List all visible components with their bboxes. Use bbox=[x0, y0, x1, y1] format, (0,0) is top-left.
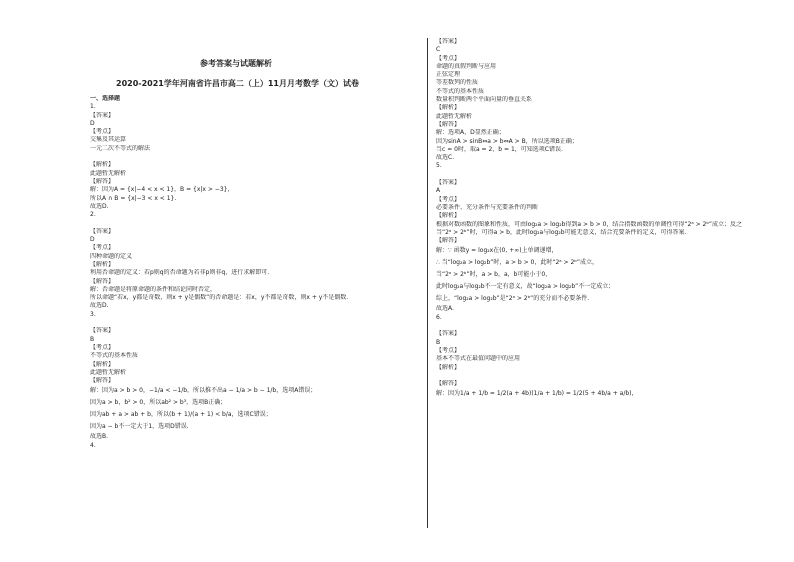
left-line: 不等式的基本性质 bbox=[90, 352, 139, 360]
right-line: 不等式的基本性质 bbox=[436, 87, 485, 95]
right-line: 当“2ᵃ > 2ᵇ”时，a > b，a，b可能小于0， bbox=[436, 271, 552, 279]
left-line: 【解析】 bbox=[90, 360, 115, 368]
right-line: 根据对数函数的图象和性质，可由log₂a > log₂b得到a > b > 0，结合指数函数的单调性可得“2ᵃ > 2ᵇ”成立；反之 bbox=[436, 220, 743, 228]
right-line: 解：因为1/a + 1/b = 1/2(a + 4b)(1/a + 1/b) = 1/2(5 + 4b/a + a/b)， bbox=[436, 390, 638, 398]
right-line: 综上，“log₂a > log₂b”是“2ᵃ > 2ᵇ”的充分而不必要条件. bbox=[436, 295, 590, 303]
right-line: 故选A. bbox=[436, 305, 454, 313]
right-line: 此题暂无解析 bbox=[436, 112, 473, 120]
left-column-lines bbox=[90, 95, 348, 450]
right-line: 【解答】 bbox=[436, 237, 461, 245]
right-line: 【解答】 bbox=[436, 380, 461, 388]
exam-title: 2020-2021学年河南省许昌市高二（上）11月月考数学（文）试卷 bbox=[116, 79, 359, 88]
right-line: 命题的真假判断与应用 bbox=[436, 62, 497, 70]
left-line: 1. bbox=[90, 103, 96, 111]
right-line: 必要条件、充分条件与充要条件的判断 bbox=[436, 203, 539, 211]
left-line: 此题暂无解析 bbox=[90, 368, 127, 376]
right-line: 数量积判断两个平面向量的垂直关系 bbox=[436, 96, 533, 104]
left-line: 【考点】 bbox=[90, 244, 115, 252]
right-column-lines bbox=[436, 38, 742, 400]
right-line: 解：∵ 函数y = log₂x在(0, +∞)上单调递增， bbox=[436, 247, 558, 255]
left-line: 四种命题的定义 bbox=[90, 252, 133, 260]
left-line: 【答案】 bbox=[90, 227, 115, 235]
left-line: D bbox=[90, 236, 95, 244]
right-line: 因为sinA > sinB⇔a > b⇔A > B，所以选项B正确； bbox=[436, 137, 578, 145]
left-line: 因为ab + a > ab + b，所以(b + 1)/(a + 1) < b/a，选项C错误； bbox=[90, 411, 272, 419]
left-line: 故选B. bbox=[90, 433, 109, 441]
section-heading: 一、选择题 bbox=[90, 95, 121, 102]
left-line: 故选D. bbox=[90, 202, 109, 210]
right-line: 5. bbox=[436, 162, 442, 170]
left-line: 因为a > b，b² > 0，所以ab² > b³，选项B正确； bbox=[90, 399, 227, 407]
left-line: 2. bbox=[90, 211, 96, 219]
left-line: 【解析】 bbox=[90, 260, 115, 268]
right-line: 基本不等式在最值问题中的应用 bbox=[436, 355, 521, 363]
right-line: 当“2ᵃ > 2ᵇ”时，可得a > b，此时log₂a与log₂b可能无意义，结合充要条件的定义，可得答案. bbox=[436, 228, 687, 236]
left-line: 解：否命题是将原命题的条件和结论同时否定， bbox=[90, 285, 217, 293]
left-line: 【解析】 bbox=[90, 161, 115, 169]
right-line: 【答案】 bbox=[436, 330, 461, 338]
left-line: 4. bbox=[90, 441, 96, 449]
left-line: 【考点】 bbox=[90, 343, 115, 351]
left-line: 【解答】 bbox=[90, 177, 115, 185]
left-line: 因为a − b不一定大于1，选项D错误. bbox=[90, 423, 189, 431]
right-line: 等差数列的性质 bbox=[436, 79, 479, 87]
left-line: 【答案】 bbox=[90, 327, 115, 335]
right-line: 此时log₂a与log₂b不一定有意义，故“log₂a > log₂b”不一定成立； bbox=[436, 283, 615, 291]
left-line: 3. bbox=[90, 310, 96, 318]
left-line: 所以命题“若x，y都是奇数，则x + y是偶数”的否命题是：若x，y不都是奇数，则x + y不是偶数. bbox=[90, 294, 349, 302]
left-line: 所以A ∩ B = {x|−3 < x < 1}. bbox=[90, 194, 177, 202]
left-line: 故选D. bbox=[90, 302, 109, 310]
right-line: 【解析】 bbox=[436, 104, 461, 112]
right-line: A bbox=[436, 187, 441, 195]
right-line: 6. bbox=[436, 313, 442, 321]
left-line bbox=[90, 219, 348, 227]
right-line: 解：选项A，D显然正确； bbox=[436, 129, 505, 137]
right-line bbox=[436, 322, 742, 330]
left-line: 【答案】 bbox=[90, 111, 115, 119]
column-divider bbox=[427, 38, 428, 528]
right-line: 【考点】 bbox=[436, 54, 461, 62]
left-line: 一元二次不等式的解法 bbox=[90, 144, 151, 152]
left-line: 此题暂无解析 bbox=[90, 169, 127, 177]
right-line: 【解析】 bbox=[436, 212, 461, 220]
right-line bbox=[436, 372, 742, 380]
right-line: 故选C. bbox=[436, 154, 455, 162]
right-line bbox=[436, 171, 742, 179]
left-line bbox=[90, 319, 348, 327]
right-line: 当c = 0时，取a = 2，b = 1，可知选项C错误. bbox=[436, 145, 563, 153]
right-line: C bbox=[436, 46, 441, 54]
page-title: 参考答案与试题解析 bbox=[200, 59, 272, 68]
left-line: 【解答】 bbox=[90, 377, 115, 385]
right-line: 【解答】 bbox=[436, 120, 461, 128]
left-line: 解：因为A = {x|−4 < x < 1}，B = {x|x > −3}， bbox=[90, 186, 234, 194]
right-line: 【考点】 bbox=[436, 346, 461, 354]
left-line: 【考点】 bbox=[90, 128, 115, 136]
left-line: 解：因为a > b > 0，−1/a < −1/b，所以推不出a − 1/a > b − 1/b，选项A错误； bbox=[90, 387, 317, 395]
left-line: B bbox=[90, 335, 95, 343]
right-line: 【答案】 bbox=[436, 179, 461, 187]
left-line: D bbox=[90, 119, 95, 127]
right-line: ∴ 当“log₂a > log₂b”时，a > b > 0，此时“2ᵃ > 2ᵇ”成立， bbox=[436, 259, 598, 267]
left-line: 交集及其运算 bbox=[90, 136, 127, 144]
left-line: 利用否命题的定义：若p则q的否命题为若非p则非q，进行求解即可. bbox=[90, 269, 270, 277]
right-line: 正弦定理 bbox=[436, 71, 461, 79]
right-line: 【解析】 bbox=[436, 363, 461, 371]
right-line: 【答案】 bbox=[436, 38, 461, 45]
right-line: B bbox=[436, 338, 441, 346]
left-line bbox=[90, 153, 348, 161]
right-line: 【考点】 bbox=[436, 195, 461, 203]
left-line: 【解答】 bbox=[90, 277, 115, 285]
